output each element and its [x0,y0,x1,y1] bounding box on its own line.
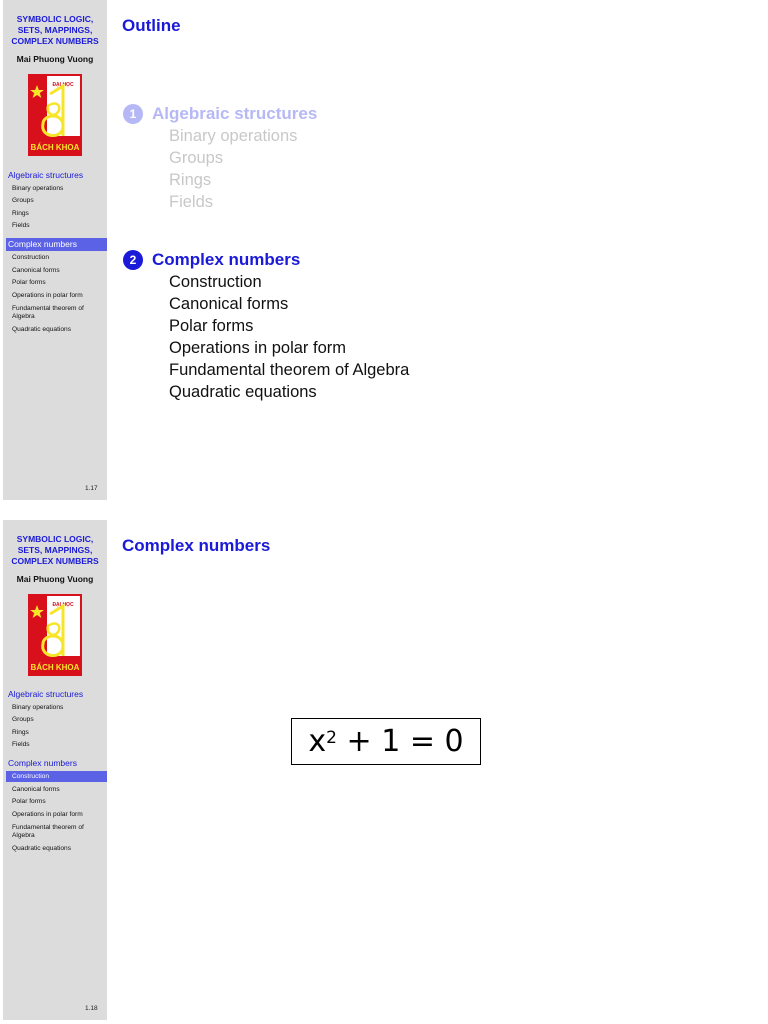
sidebar-item-fields[interactable]: Fields [12,741,30,748]
equation-exponent: 2 [326,727,337,748]
toc-item-groups[interactable]: Groups [169,149,224,167]
svg-text:ĐẠI HỌC: ĐẠI HỌC [52,82,74,88]
page-number: 1.18 [85,1005,98,1012]
slide-complex-numbers [0,520,768,1020]
equation-rest: + 1 = 0 [337,724,464,759]
sidebar-author: Mai Phuong Vuong [16,54,94,64]
sidebar-section-algebraic-structures[interactable]: Algebraic structures [8,170,84,180]
svg-text:BÁCH KHOA: BÁCH KHOA [30,143,80,152]
toc-item-operations-polar[interactable]: Operations in polar form [169,339,346,357]
sidebar-item-fundamental-theorem-cont[interactable]: Algebra [12,313,35,320]
toc-item-polar-forms[interactable]: Polar forms [169,317,254,335]
sidebar-item-polar-forms[interactable]: Polar forms [12,798,46,805]
sidebar-item-binary-operations[interactable]: Binary operations [12,704,64,711]
sidebar-item-fundamental-theorem-cont[interactable]: Algebra [12,832,35,839]
sidebar-item-groups[interactable]: Groups [12,716,34,723]
toc-section-label: Algebraic structures [152,104,318,123]
sidebar-section-algebraic-structures[interactable]: Algebraic structures [8,689,84,699]
frame-title: Complex numbers [122,536,271,555]
sidebar [3,520,107,1020]
university-logo [28,74,82,156]
sidebar-item-construction[interactable]: Construction [12,254,50,261]
toc-item-quadratic-equations[interactable]: Quadratic equations [169,383,317,401]
sidebar-title: SYMBOLIC LOGIC, SETS, MAPPINGS, COMPLEX NUMBERS [11,14,99,46]
sidebar-item-operations-polar[interactable]: Operations in polar form [12,292,83,299]
equation-box [291,718,481,765]
toc-item-rings[interactable]: Rings [169,171,212,189]
toc-item-fundamental-theorem[interactable]: Fundamental theorem of Algebra [169,361,410,379]
toc-section-label: Complex numbers [152,250,301,269]
sidebar [3,0,107,500]
sidebar-item-binary-operations[interactable]: Binary operations [12,185,64,192]
sidebar-title: SYMBOLIC LOGIC, SETS, MAPPINGS, COMPLEX NUMBERS [11,534,99,566]
section-number-badge: 1 [123,104,143,124]
sidebar-item-rings[interactable]: Rings [12,729,29,736]
sidebar-section-complex-numbers[interactable]: Complex numbers [6,238,107,251]
sidebar-item-canonical-forms[interactable]: Canonical forms [12,267,60,274]
toc-item-construction[interactable]: Construction [169,273,262,291]
sidebar-item-polar-forms[interactable]: Polar forms [12,279,46,286]
svg-text:ĐẠI HỌC: ĐẠI HỌC [52,602,74,608]
sidebar-item-groups[interactable]: Groups [12,197,34,204]
university-logo [28,594,82,676]
sidebar-author: Mai Phuong Vuong [16,574,94,584]
slide-outline [0,0,768,500]
toc-item-fields[interactable]: Fields [169,193,214,211]
sidebar-item-canonical-forms[interactable]: Canonical forms [12,786,60,793]
equation-base: x [308,724,327,759]
sidebar-item-quadratic-equations[interactable]: Quadratic equations [12,845,72,852]
frame-title: Outline [122,16,181,35]
sidebar-item-quadratic-equations[interactable]: Quadratic equations [12,326,72,333]
toc-section-2[interactable] [123,250,300,270]
toc-item-binary-operations[interactable]: Binary operations [169,127,298,145]
sidebar-section-complex-numbers[interactable]: Complex numbers [8,758,77,768]
sidebar-item-fields[interactable]: Fields [12,222,30,229]
sidebar-item-fundamental-theorem[interactable]: Fundamental theorem of [12,824,84,831]
section-number-badge: 2 [123,250,143,270]
sidebar-item-fundamental-theorem[interactable]: Fundamental theorem of [12,305,84,312]
sidebar-item-operations-polar[interactable]: Operations in polar form [12,811,83,818]
svg-text:BÁCH KHOA: BÁCH KHOA [30,663,80,672]
sidebar-item-rings[interactable]: Rings [12,210,29,217]
toc-item-canonical-forms[interactable]: Canonical forms [169,295,289,313]
page-number: 1.17 [85,485,98,492]
sidebar-item-construction[interactable]: Construction [6,771,107,782]
toc-section-1[interactable] [123,104,317,124]
